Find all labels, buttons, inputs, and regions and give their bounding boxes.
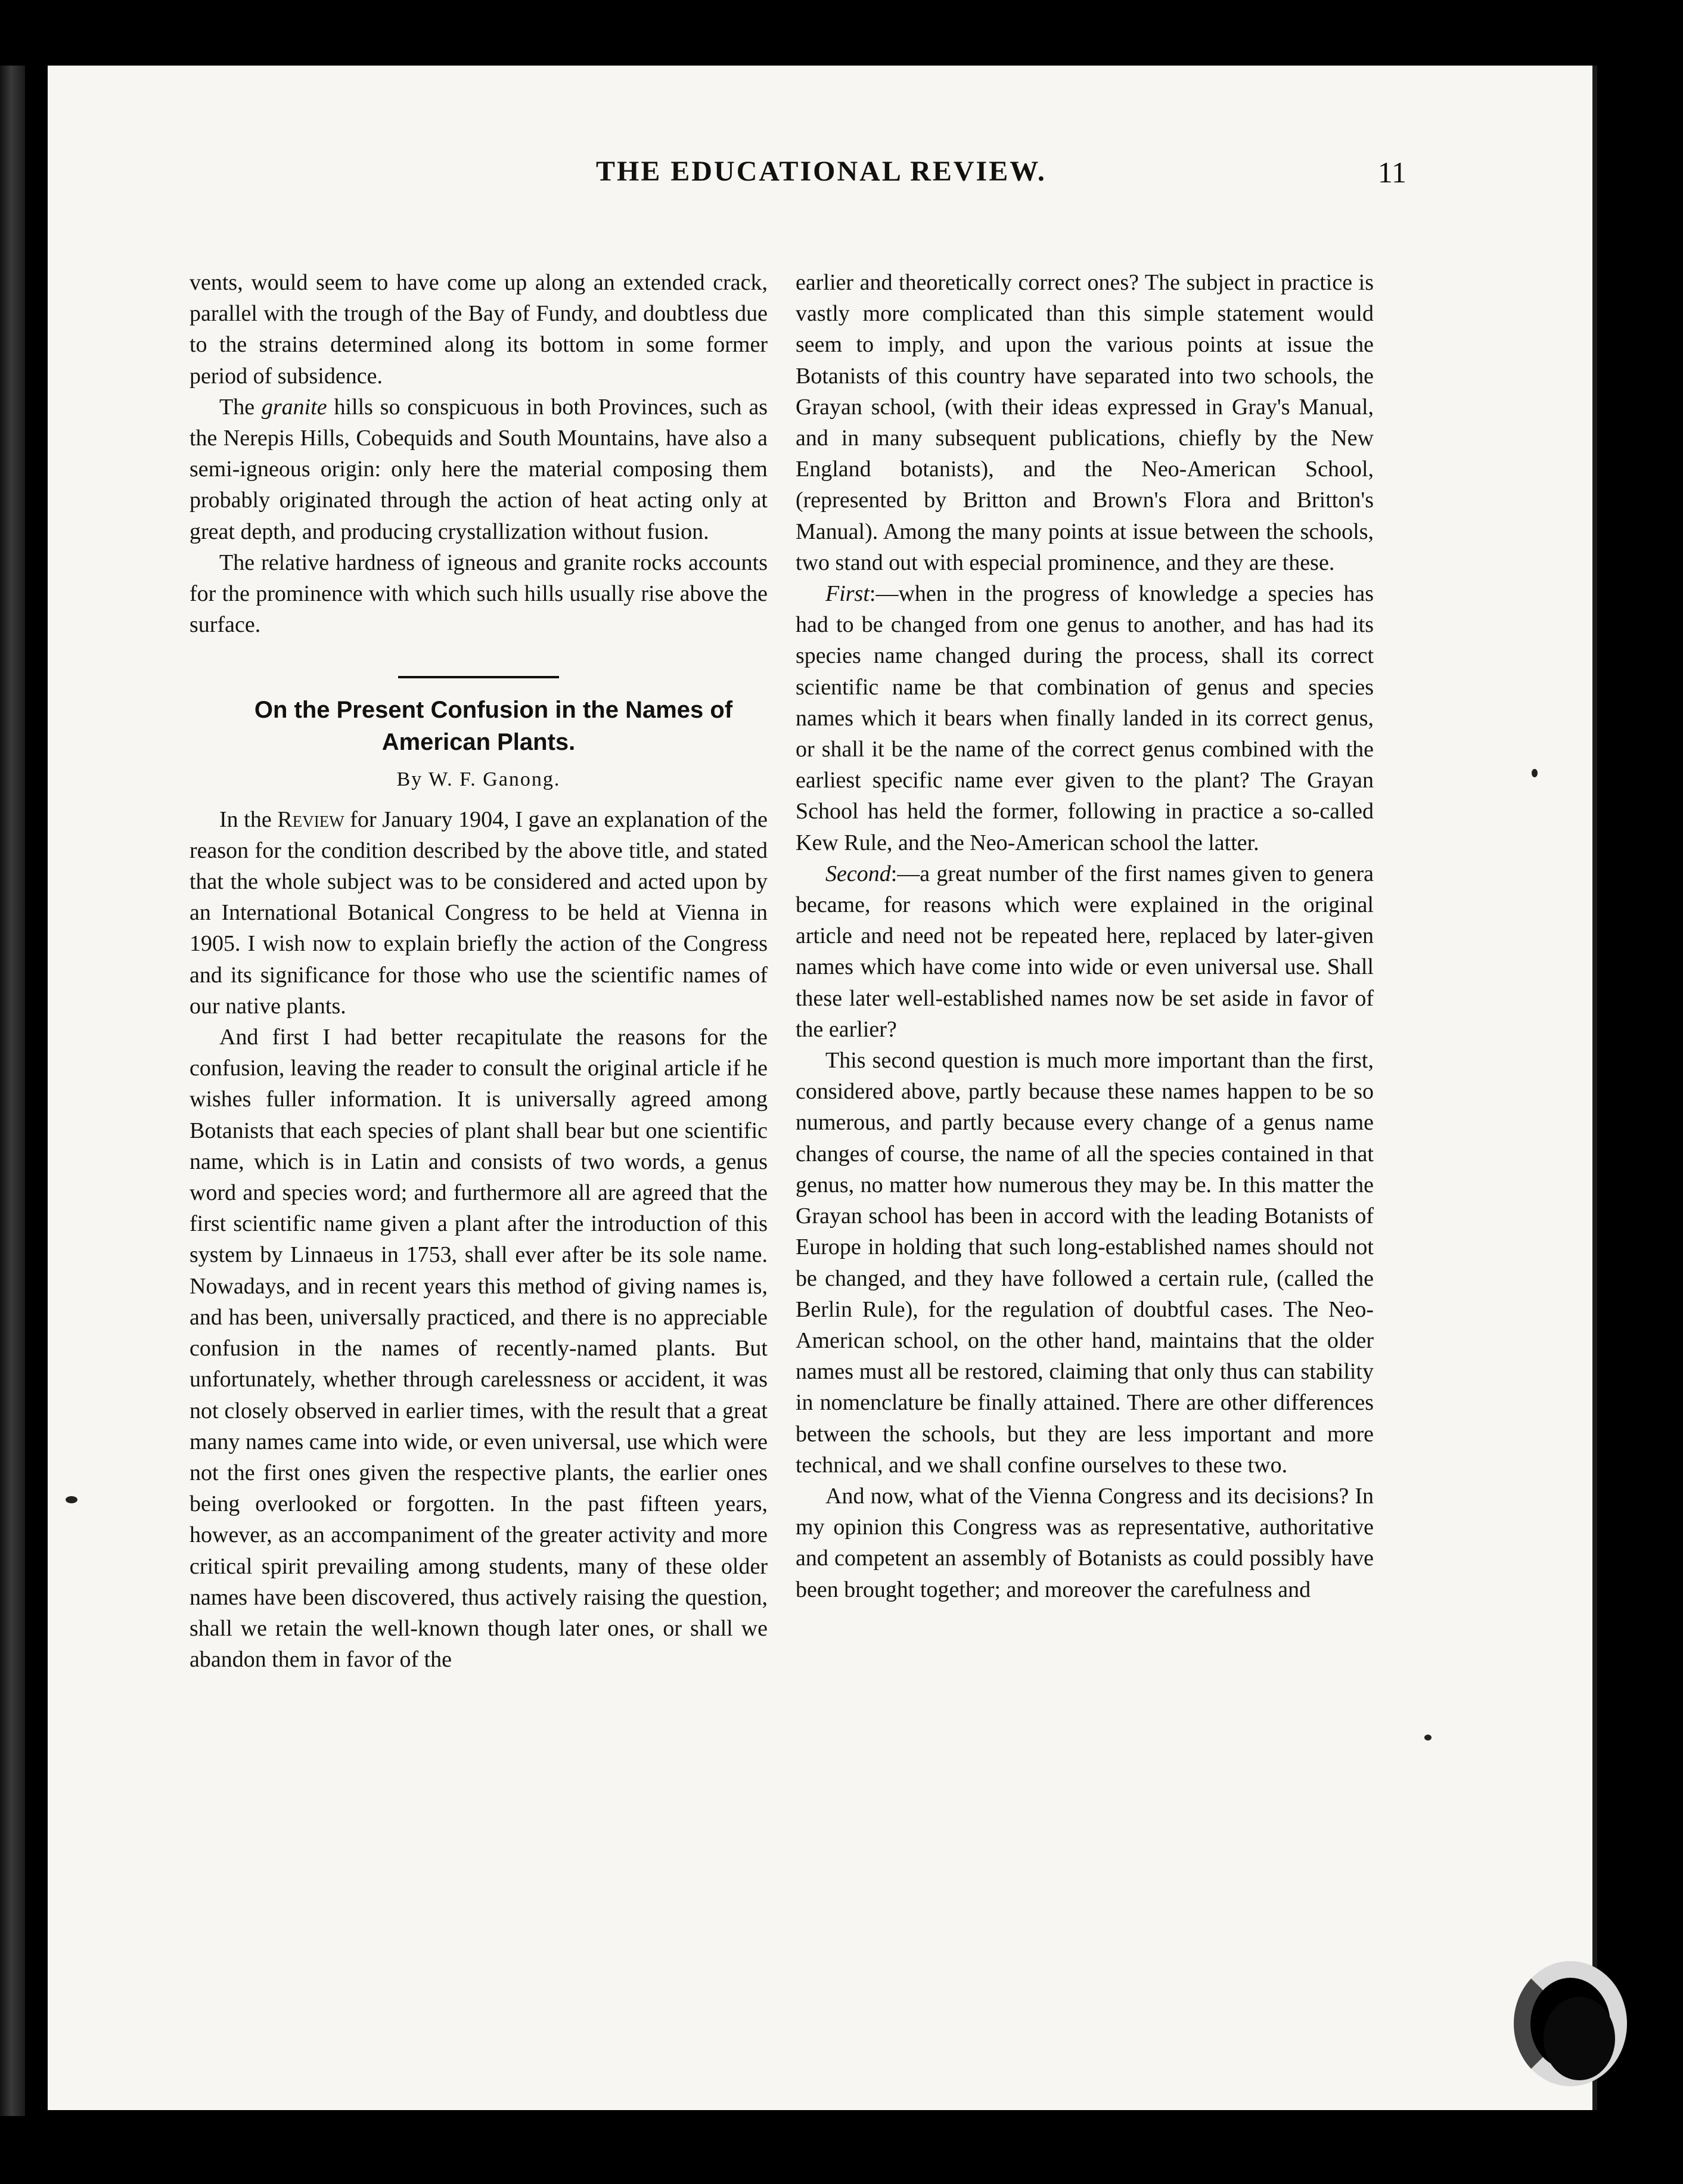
emphasis: Second bbox=[825, 861, 891, 886]
book-spine-edge bbox=[0, 66, 25, 2116]
paragraph: In the Review for January 1904, I gave an explanation of the reason for the condition described by the above title, and stated that the whole subject was to be considered and acted upon by an International Botanical Congress to be held at Vienna in 1905. I wish now to explain briefly the action of the Congress and its significance for those who use the scientific names of our native plants. bbox=[190, 806, 768, 1019]
page-header bbox=[167, 149, 1406, 203]
emphasis: granite bbox=[261, 394, 327, 420]
paragraph: The granite hills so conspicuous in both Provinces, such as the Nerepis Hills, Cobequids and South Mountains, have also a semi-igneous origin: only here the material composing them probably originated through the action of heat acting only at great depth, and producing crystallization without fusion. bbox=[190, 394, 768, 544]
page-number: 11 bbox=[1377, 156, 1406, 189]
paragraph: earlier and theoretically correct ones? The subject in practice is vastly more complicated than this simple statement would seem to imply, and upon the various points at issue the Botanists of this country have separated into two schools, the Grayan school, (with their ideas expressed in Gray's Manual, and in many subsequent publications, chiefly by the New England botanists), and the Neo-American School, (represented by Britton and Brown's Flora and Britton's Manual). Among the many points at issue between the schools, two stand out with especial prominence, and they are these. bbox=[796, 270, 1374, 575]
right-column bbox=[796, 267, 1374, 1605]
paragraph: And first I had better recapitulate the reasons for the confusion, leaving the reader to consult the original article if he wishes fuller information. It is universally agreed among Botanists that each species of plant shall bear but one scientific name, which is in Latin and consists of two words, a genus word and species word; and furthermore all are agreed that the first scientific name given a plant after the introduction of this system by Linnaeus in 1753, shall ever after be its sole name. Nowadays, and in recent years this method of giving names is, and has been, universally practiced, and there is no appreciable confusion in the names of recently-named plants. But unfortunately, whether through carelessness or accident, it was not closely observed in earlier times, with the result that a great many names came into wide, or even universal, use which were not the first ones given the respective plants, the earlier ones being overlooked or forgotten. In the past fifteen years, however, as an accompaniment of the greater activity and more critical spirit prevailing among students, many of these older names have been discovered, thus actively raising the question, shall we retain the well-known though later ones, or shall we abandon them in favor of the bbox=[190, 1025, 768, 1673]
paragraph: The relative hardness of igneous and granite rocks accounts for the prominence with which such hills usually rise above the surface. bbox=[190, 550, 768, 638]
paragraph: And now, what of the Vienna Congress and its decisions? In my opinion this Congress was as representative, authoritative and competent an assembly of Botanists as could possibly have been brought together; and moreover the carefulness and bbox=[796, 1483, 1374, 1602]
byline: By W. F. Ganong. bbox=[396, 768, 561, 791]
scan-speck bbox=[66, 1496, 77, 1503]
section-divider bbox=[398, 676, 559, 678]
article-title: On the Present Confusion in the Names of American Plants. bbox=[254, 697, 733, 756]
page-curl-shadow bbox=[1544, 1997, 1615, 2080]
scan-speck bbox=[1424, 1735, 1432, 1741]
paragraph: This second question is much more important than the first, considered above, partly because these names happen to be so numerous, and partly because every change of a genus name changes of course, the name of all the species contained in that genus, no matter how numerous they may be. In this matter the Grayan school has been in accord with the leading Botanists of Europe in holding that such long-established names should not be changed, and they have followed a certain rule, (called the Berlin Rule), for the regulation of doubtful cases. The Neo-American school, on the other hand, maintains that the older names must all be restored, claiming that only thus can stability in nomenclature be finally attained. There are other differences between the schools, but they are less important and more technical, and we shall confine ourselves to these two. bbox=[796, 1048, 1374, 1478]
paragraph: First:—when in the progress of knowledge a species has had to be changed from one genus to another, and has had its species name changed during the process, shall its correct scientific name be that combination of genus and species names which it bears when finally landed in its correct genus, or shall it be the name of the correct genus combined with the earliest specific name ever given to the plant? The Grayan School has held the former, following in practice a so-called Kew Rule, and the Neo-American school the latter. bbox=[796, 581, 1374, 855]
left-column bbox=[190, 267, 768, 1675]
running-title: THE EDUCATIONAL REVIEW. bbox=[596, 156, 1047, 187]
emphasis: First bbox=[825, 581, 870, 607]
scan-speck bbox=[1532, 769, 1538, 777]
paragraph: vents, would seem to have come up along an extended crack, parallel with the trough of the Bay of Fundy, and doubtless due to the strains determined along its bottom in some former period of subsidence. bbox=[190, 270, 768, 389]
paragraph: Second:—a great number of the first names given to genera became, for reasons which were explained in the original article and need not be repeated here, replaced by later-given names which have come into wide or even universal use. Shall these later well-established names now be set aside in favor of the earlier? bbox=[796, 861, 1374, 1042]
